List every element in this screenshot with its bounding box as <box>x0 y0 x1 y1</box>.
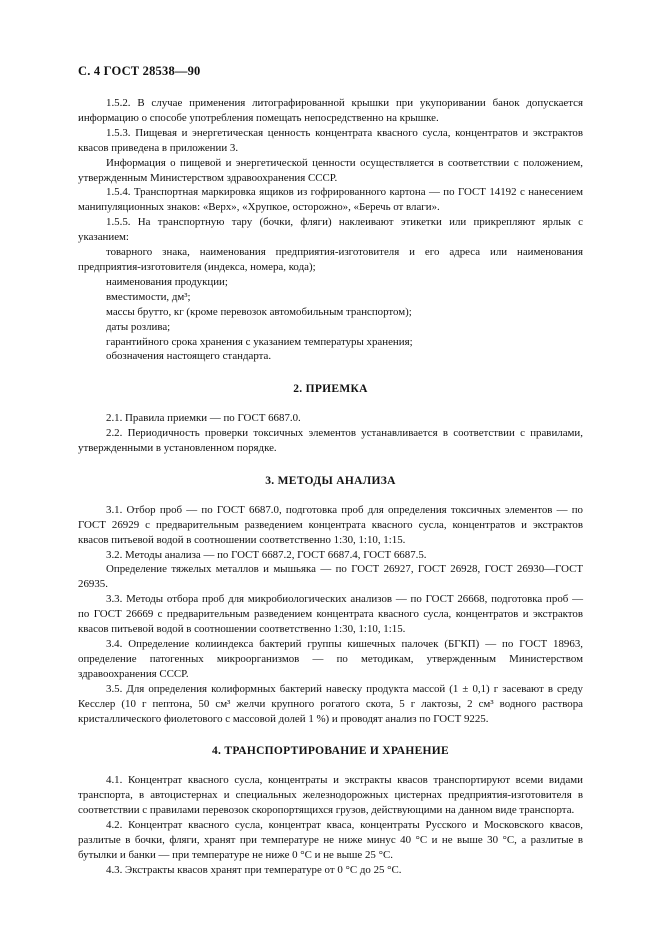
paragraph-3-3: 3.3. Методы отбора проб для микробиологических анализов — по ГОСТ 26668, подготовка проб — по ГОСТ 26669 с предварительным разведением концентрата квасного сусла, концентратов и экстрактов квасов питьевой водой в соотношении соответственно 1:30, 1:10, 1:15. <box>78 593 583 636</box>
paragraph-3-2: 3.2. Методы анализа — по ГОСТ 6687.2, ГОСТ 6687.4, ГОСТ 6687.5. <box>106 548 427 561</box>
paragraph-3-1: 3.1. Отбор проб — по ГОСТ 6687.0, подготовка проб для определения токсичных элементов — по ГОСТ 26929 с предварительным разведением концентрата квасного сусла, концентратов и экстрактов квасов питьевой водой в соотношении соответственно 1:30, 1:10, 1:15. <box>78 503 583 546</box>
label-item-capacity: вместимости, дм³; <box>106 290 191 303</box>
paragraph-3-4: 3.4. Определение колииндекса бактерий группы кишечных палочек (БГКП) — по ГОСТ 18963, определение патогенных микроорганизмов — по методикам, утвержденным Министерством здравоохранения СССР. <box>78 638 583 680</box>
paragraph-4-1: 4.1. Концентрат квасного сусла, концентраты и экстракты квасов транспортируют всеми видами транспорта, в автоцистернах и специальных железнодорожных цистернах предприятия-изготовителя в соответствии с правилами перевозок скоропортящихся грузов, действующими на данном виде транспорта. <box>78 774 583 817</box>
paragraph-4-3: 4.3. Экстракты квасов хранят при температуре от 0 °С до 25 °С. <box>106 863 402 876</box>
paragraph-nutrition-info: Информация о пищевой и энергетической ценности осуществляется в соответствии с положением, утвержденным Министерством здравоохранения СССР. <box>78 156 583 184</box>
section-heading-transport-storage: 4. ТРАНСПОРТИРОВАНИЕ И ХРАНЕНИЕ <box>212 745 449 758</box>
section-heading-analysis: 3. МЕТОДЫ АНАЛИЗА <box>265 474 396 487</box>
label-item-product-name: наименования продукции; <box>106 275 228 288</box>
label-item-bottling-date: даты розлива; <box>106 320 171 333</box>
paragraph-1-5-5: 1.5.5. На транспортную тару (бочки, фляги) наклеивают этикетки или прикрепляют ярлык с указанием: <box>78 216 583 244</box>
paragraph-heavy-metals: Определение тяжелых металлов и мышьяка — по ГОСТ 26927, ГОСТ 26928, ГОСТ 26930—ГОСТ 26935. <box>78 563 583 591</box>
paragraph-4-2: 4.2. Концентрат квасного сусла, концентрат кваса, концентраты Русского и Московского квасов, разлитые в бочки, фляги, хранят при температуре не ниже минус 40 °С и не выше 30 °С, а разлитые в бутылки и банки — при температуре не ниже 0 °С и не выше 25 °С. <box>78 819 583 861</box>
paragraph-1-5-3: 1.5.3. Пищевая и энергетическая ценность концентрата квасного сусла, концентратов и экстрактов квасов приведена в приложении 3. <box>78 126 583 154</box>
label-item-standard: обозначения настоящего стандарта. <box>106 350 272 363</box>
paragraph-2-1: 2.1. Правила приемки — по ГОСТ 6687.0. <box>106 412 301 425</box>
paragraph-1-5-2: 1.5.2. В случае применения литографированной крышки при укупоривании банок допускается информацию о способе употребления помещать непосредственно на крышке. <box>78 97 583 124</box>
label-item-gross-mass: массы брутто, кг (кроме перевозок автомобильным транспортом); <box>106 305 412 318</box>
document-body <box>78 96 583 878</box>
label-item-trademark: товарного знака, наименования предприятия-изготовителя и его адреса или наименования предприятия-изготовителя (индекса, номера, кода); <box>78 246 583 273</box>
paragraph-2-2: 2.2. Периодичность проверки токсичных элементов устанавливается в соответствии с правилами, утвержденными в установленном порядке. <box>78 427 583 455</box>
page-header: С. 4 ГОСТ 28538—90 <box>78 64 201 78</box>
paragraph-1-5-4: 1.5.4. Транспортная маркировка ящиков из гофрированного картона — по ГОСТ 14192 с нанесением манипуляционных знаков: «Верх», «Хрупкое, осторожно», «Беречь от влаги». <box>78 186 583 214</box>
paragraph-3-5: 3.5. Для определения колиформных бактерий навеску продукта массой (1 ± 0,1) г засевают в среду Кесслер (10 г пептона, 50 см³ желчи крупного рогатого скота, 5 г лактозы, 2 см³ водного раствора кристаллического фиолетового с массовой долей 1 %) и проводят анализ по ГОСТ 9225. <box>78 682 583 725</box>
section-heading-acceptance: 2. ПРИЕМКА <box>293 383 368 396</box>
label-item-shelf-life: гарантийного срока хранения с указанием температуры хранения; <box>106 335 413 348</box>
